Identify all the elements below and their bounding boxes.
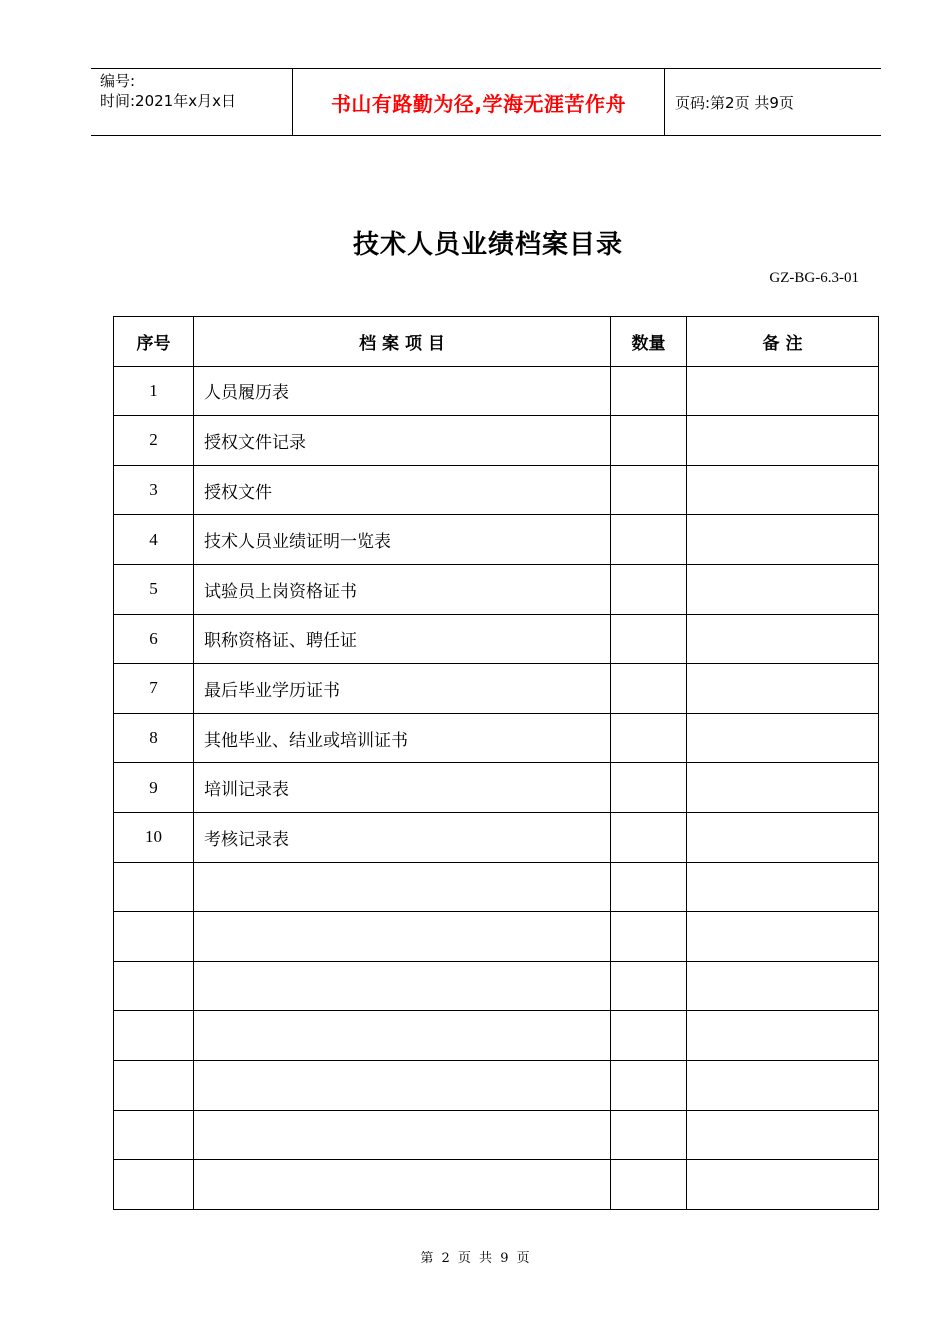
header-time-label: 时间:2021年x月x日 [100,92,236,110]
table-row [114,515,879,565]
row-index [114,912,194,962]
table-row [114,961,879,1011]
table-row [114,614,879,664]
row-remarks [687,1060,879,1110]
row-item [194,862,611,912]
table-header-row [114,317,879,367]
row-remarks [687,465,879,515]
row-remarks [687,961,879,1011]
row-index: 3 [114,465,194,515]
row-index: 2 [114,416,194,466]
row-quantity [611,961,687,1011]
row-remarks [687,1011,879,1061]
header-quantity: 数量 [611,317,687,367]
row-quantity [611,366,687,416]
row-index: 9 [114,763,194,813]
table-row [114,416,879,466]
table-row [114,1060,879,1110]
row-item: 最后毕业学历证书 [194,664,611,714]
header-item: 档 案 项 目 [194,317,611,367]
row-index: 1 [114,366,194,416]
row-quantity [611,713,687,763]
row-remarks [687,812,879,862]
row-index: 4 [114,515,194,565]
row-index: 10 [114,812,194,862]
table-row [114,713,879,763]
table-row [114,1160,879,1210]
table-row [114,812,879,862]
page-header [91,68,881,136]
row-index [114,1110,194,1160]
table-row [114,763,879,813]
row-quantity [611,1160,687,1210]
table-row [114,564,879,614]
row-index: 5 [114,564,194,614]
row-item [194,912,611,962]
header-motto: 书山有路勤为径,学海无涯苦作舟 [293,69,665,135]
row-item: 技术人员业绩证明一览表 [194,515,611,565]
row-item [194,1060,611,1110]
row-quantity [611,515,687,565]
row-quantity [611,912,687,962]
row-remarks [687,515,879,565]
row-quantity [611,1011,687,1061]
row-index: 8 [114,713,194,763]
row-remarks [687,614,879,664]
row-item: 培训记录表 [194,763,611,813]
row-quantity [611,812,687,862]
header-meta [91,69,293,135]
table-row [114,1011,879,1061]
header-index: 序号 [114,317,194,367]
row-remarks [687,862,879,912]
row-index [114,1160,194,1210]
table-row [114,862,879,912]
row-quantity [611,564,687,614]
row-index: 7 [114,664,194,714]
row-quantity [611,465,687,515]
document-code: GZ-BG-6.3-01 [769,270,859,286]
row-quantity [611,1060,687,1110]
header-page-info: 页码:第2页 共9页 [675,93,794,112]
row-remarks [687,564,879,614]
row-item: 试验员上岗资格证书 [194,564,611,614]
row-item: 人员履历表 [194,366,611,416]
row-quantity [611,763,687,813]
table-row [114,465,879,515]
row-remarks [687,1110,879,1160]
row-quantity [611,416,687,466]
row-item: 职称资格证、聘任证 [194,614,611,664]
row-index: 6 [114,614,194,664]
row-item [194,1110,611,1160]
table-row [114,1110,879,1160]
table-row [114,912,879,962]
row-remarks [687,912,879,962]
row-item: 考核记录表 [194,812,611,862]
row-index [114,1011,194,1061]
row-remarks [687,366,879,416]
row-item: 授权文件 [194,465,611,515]
row-index [114,961,194,1011]
document-title: 技术人员业绩档案目录 [352,230,623,260]
row-remarks [687,664,879,714]
archive-table [113,316,879,1210]
table-row [114,366,879,416]
row-quantity [611,614,687,664]
header-number-label: 编号: [100,72,136,90]
row-item: 授权文件记录 [194,416,611,466]
row-item [194,1160,611,1210]
page-footer: 第 2 页 共 9 页 [420,1251,530,1266]
row-index [114,862,194,912]
table-body [114,366,879,1209]
header-remarks: 备 注 [687,317,879,367]
row-remarks [687,763,879,813]
row-index [114,1060,194,1110]
row-item [194,961,611,1011]
table-row [114,664,879,714]
row-remarks [687,1160,879,1210]
row-quantity [611,1110,687,1160]
row-item: 其他毕业、结业或培训证书 [194,713,611,763]
row-quantity [611,664,687,714]
row-quantity [611,862,687,912]
row-remarks [687,713,879,763]
row-remarks [687,416,879,466]
row-item [194,1011,611,1061]
